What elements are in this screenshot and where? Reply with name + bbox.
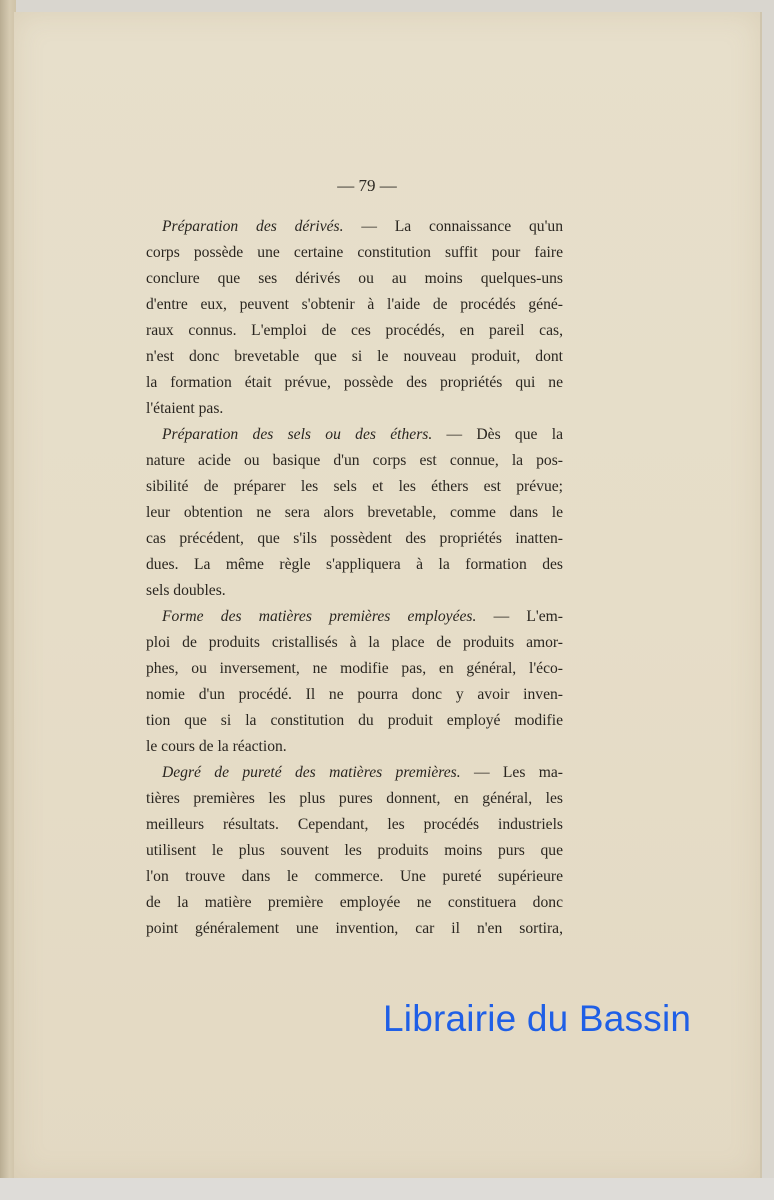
text-line <box>146 708 563 734</box>
page-number <box>0 176 774 196</box>
line-text: — La connaissance qu'un <box>343 218 563 235</box>
paragraph <box>146 604 563 760</box>
text-line <box>146 864 563 890</box>
line-text: l'on trouve dans le commerce. Une pureté supérieure <box>146 868 563 885</box>
text-line <box>146 500 563 526</box>
text-line <box>146 240 563 266</box>
section-heading: Préparation des sels ou des éthers. <box>162 426 433 443</box>
text-line <box>146 474 563 500</box>
line-text: conclure que ses dérivés ou au moins quelques-uns <box>146 270 563 287</box>
text-line <box>146 370 563 396</box>
line-text: le cours de la réaction. <box>146 738 287 755</box>
section-heading: Préparation des dérivés. <box>162 218 344 235</box>
text-line <box>146 396 563 422</box>
line-text: sels doubles. <box>146 582 226 599</box>
text-line <box>146 682 563 708</box>
text-line <box>146 734 563 760</box>
line-text: point généralement une invention, car il n'en sortira, <box>146 920 563 937</box>
page-number-text: — 79 — <box>337 176 397 195</box>
line-text: dues. La même règle s'appliquera à la formation des <box>146 556 563 573</box>
text-line <box>146 214 563 240</box>
line-text: phes, ou inversement, ne modifie pas, en général, l'éco- <box>146 660 563 677</box>
section-heading: Degré de pureté des matières premières. <box>162 764 461 781</box>
section-heading: Forme des matières premières employées. <box>162 608 477 625</box>
text-line <box>146 838 563 864</box>
line-text: l'étaient pas. <box>146 400 224 417</box>
text-line <box>146 292 563 318</box>
line-text: d'entre eux, peuvent s'obtenir à l'aide de procédés géné- <box>146 296 563 313</box>
line-text: raux connus. L'emploi de ces procédés, en pareil cas, <box>146 322 563 339</box>
line-text: nomie d'un procédé. Il ne pourra donc y avoir inven- <box>146 686 563 703</box>
line-text: la formation était prévue, possède des propriétés qui ne <box>146 374 563 391</box>
line-text: n'est donc brevetable que si le nouveau produit, dont <box>146 348 563 365</box>
line-text: — Dès que la <box>432 426 563 443</box>
text-line <box>146 552 563 578</box>
body-text <box>146 214 563 942</box>
text-line <box>146 656 563 682</box>
line-text: meilleurs résultats. Cependant, les procédés industriels <box>146 816 563 833</box>
line-text: tières premières les plus pures donnent, en général, les <box>146 790 563 807</box>
line-text: leur obtention ne sera alors brevetable, comme dans le <box>146 504 563 521</box>
paragraph <box>146 760 563 942</box>
line-text: cas précédent, que s'ils possèdent des propriétés inatten- <box>146 530 563 547</box>
text-line <box>146 630 563 656</box>
text-line <box>146 448 563 474</box>
line-text: ploi de produits cristallisés à la place de produits amor- <box>146 634 563 651</box>
watermark: Librairie du Bassin <box>383 998 692 1039</box>
text-line <box>146 604 563 630</box>
line-text: corps possède une certaine constitution suffit pour faire <box>146 244 563 261</box>
line-text: tion que si la constitution du produit employé modifie <box>146 712 563 729</box>
line-text: sibilité de préparer les sels et les éthers est prévue; <box>146 478 563 495</box>
text-line <box>146 266 563 292</box>
text-line <box>146 344 563 370</box>
line-text: — L'em- <box>476 608 563 625</box>
text-line <box>146 786 563 812</box>
paragraph <box>146 422 563 604</box>
paragraph <box>146 214 563 422</box>
line-text: de la matière première employée ne constituera donc <box>146 894 563 911</box>
text-line <box>146 916 563 942</box>
text-line <box>146 812 563 838</box>
text-line <box>146 422 563 448</box>
text-line <box>146 318 563 344</box>
line-text: utilisent le plus souvent les produits moins purs que <box>146 842 563 859</box>
background-surface <box>0 1178 774 1200</box>
line-text: nature acide ou basique d'un corps est connue, la pos- <box>146 452 563 469</box>
text-line <box>146 890 563 916</box>
text-line <box>146 760 563 786</box>
text-line <box>146 578 563 604</box>
text-line <box>146 526 563 552</box>
line-text: — Les ma- <box>460 764 563 781</box>
